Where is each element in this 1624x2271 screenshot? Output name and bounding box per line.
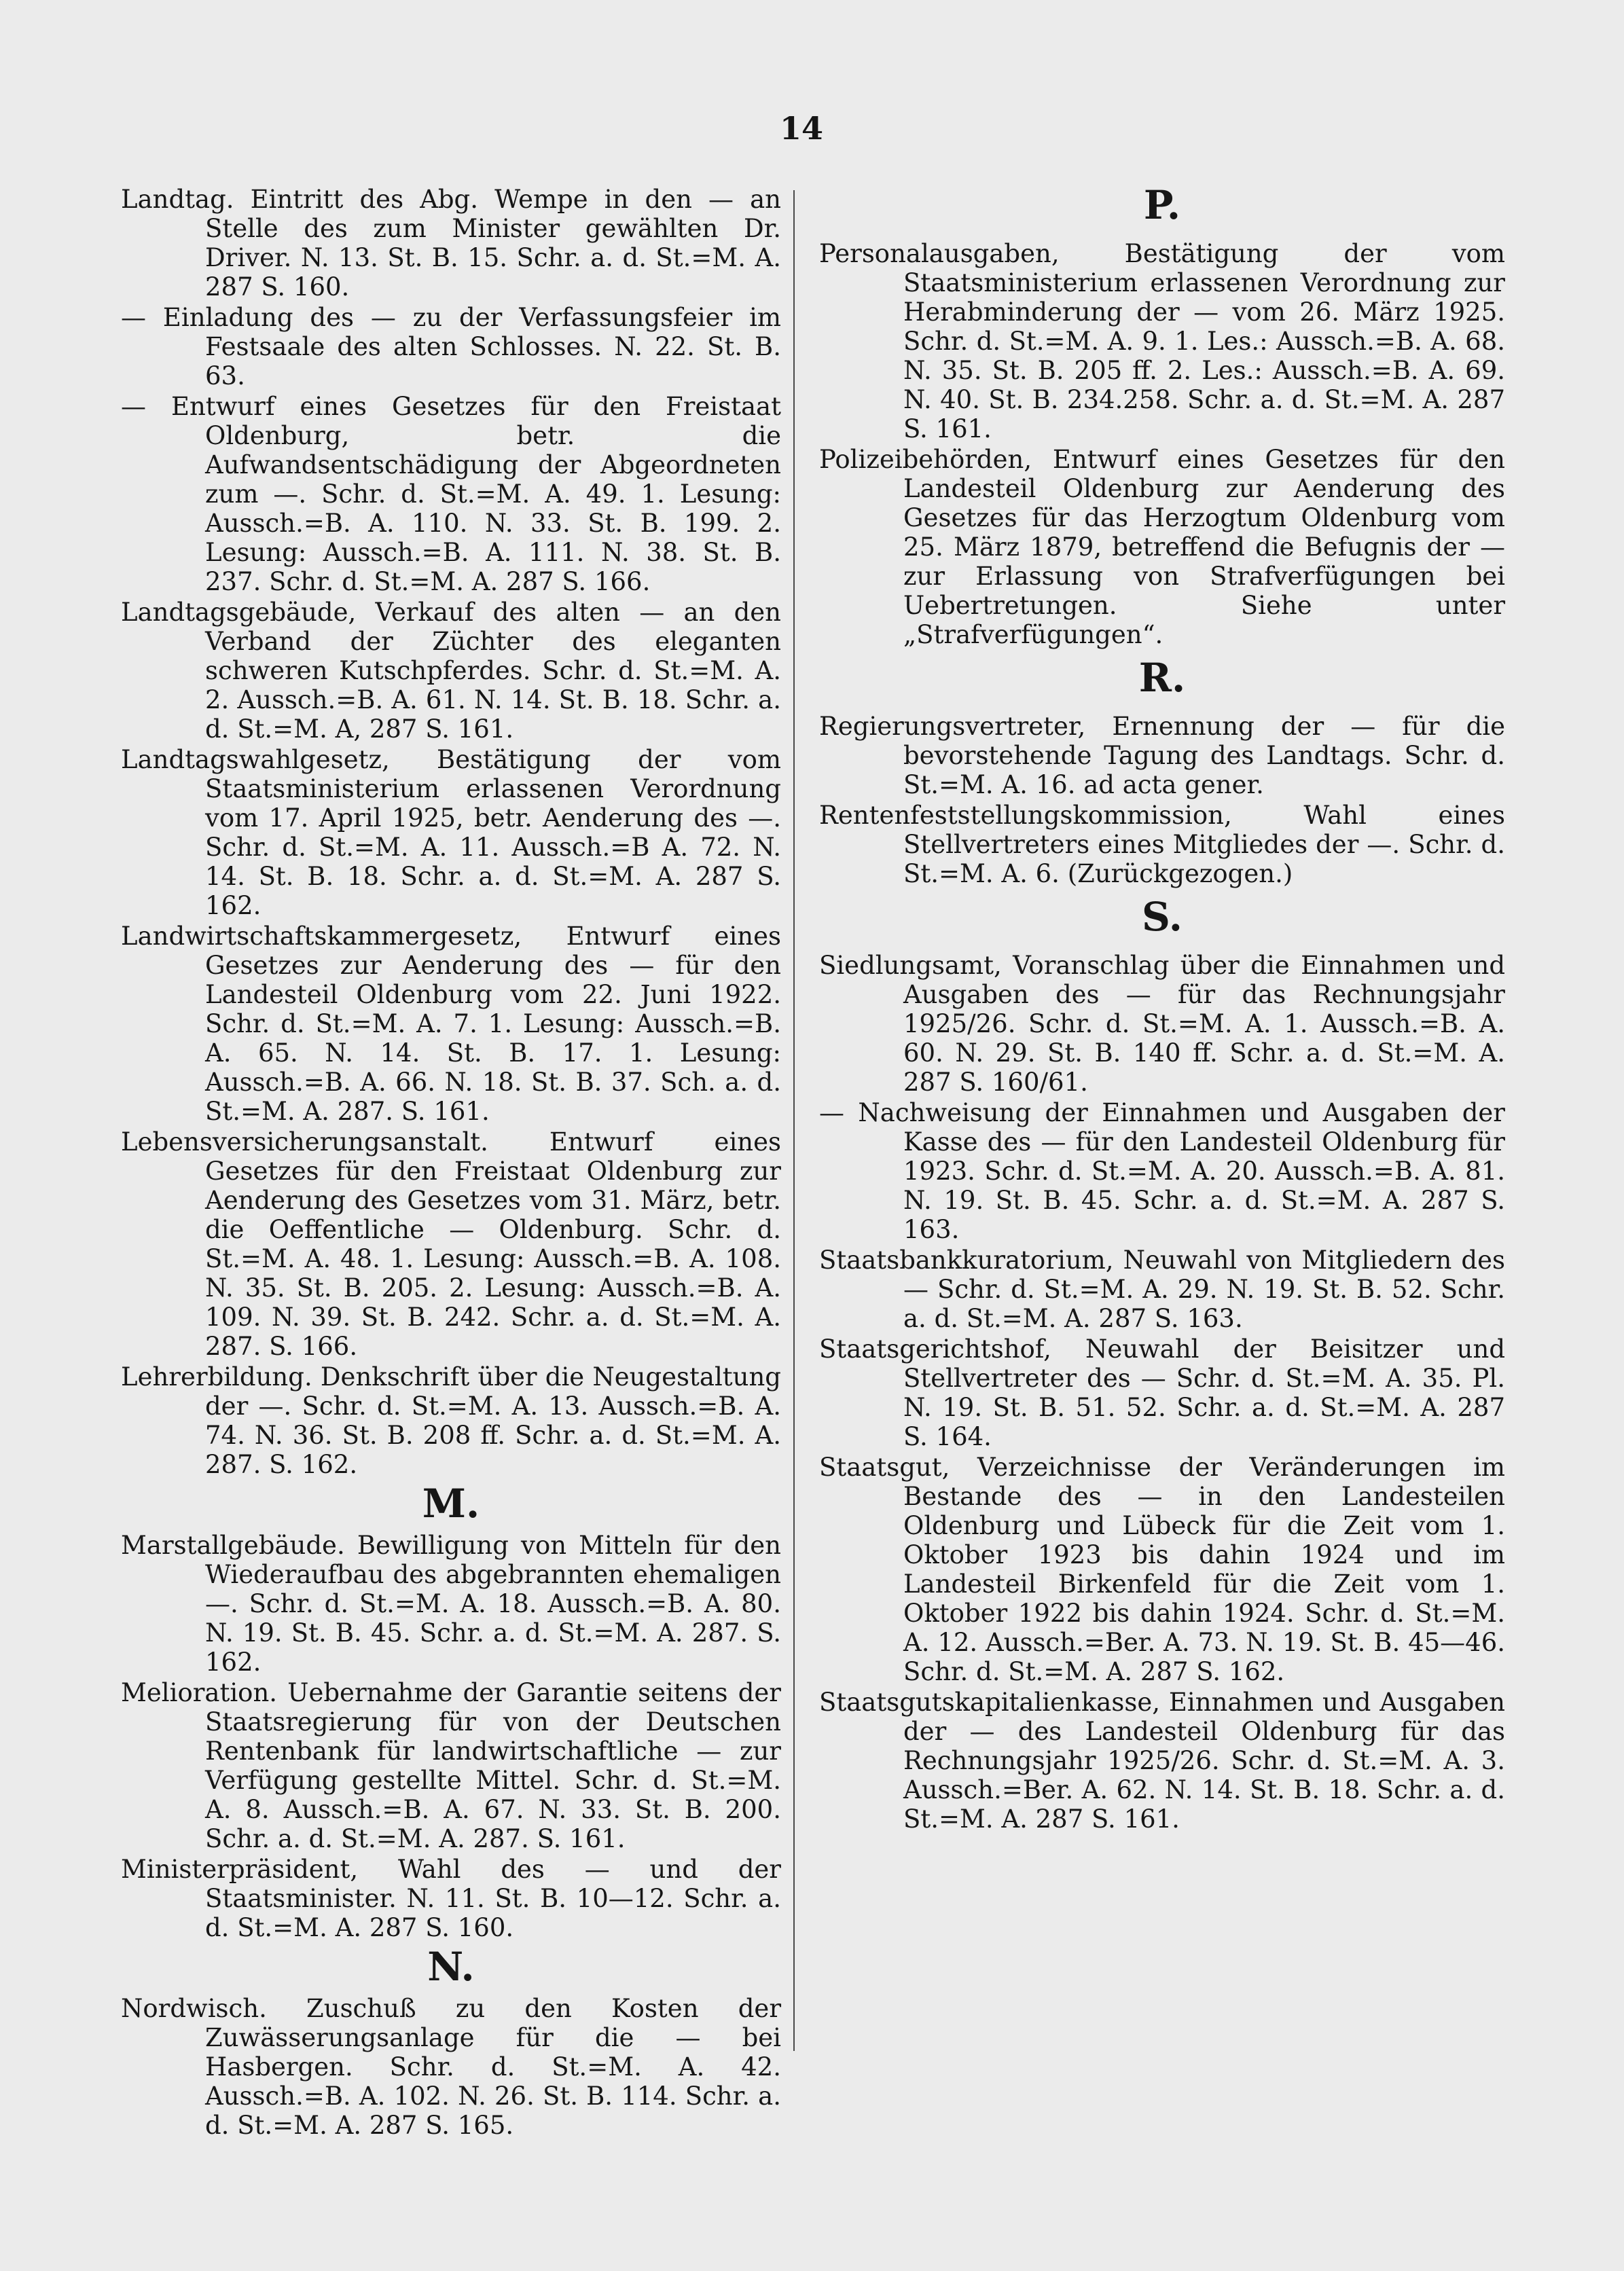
index-entry: Marstallgebäude. Bewilligung von Mitteln für den Wiederaufbau des abgebrannten ehemaligen —. Schr. d. St.=M. A. 18. Aussch.=B. A. 80. N. 19. St. B. 45. Schr. a. d. St.=M. A. 287. S. 162.	[121, 1531, 781, 1677]
index-entry: Personalausgaben, Bestätigung der vom Staatsministerium erlassenen Verordnung zur Herabminderung der — vom 26. März 1925. Schr. d. St.=M. A. 9. 1. Les.: Aussch.=B. A. 68. N. 35. St. B. 205 ff. 2. Les.: Aussch.=B. A. 69. N. 40. St. B. 234.258. Schr. a. d. St.=M. A. 287 S. 161.	[819, 239, 1505, 443]
index-entry: Staatsgutskapitalienkasse, Einnahmen und Ausgaben der — des Landesteil Oldenburg für das Rechnungsjahr 1925/26. Schr. d. St.=M. A. 3. Aussch.=Ber. A. 62. N. 14. St. B. 18. Schr. a. d. St.=M. A. 287 S. 161.	[819, 1688, 1505, 1834]
index-entry: Staatsgut, Verzeichnisse der Veränderungen im Bestande des — in den Landesteilen Oldenburg und Lübeck für die Zeit vom 1. Oktober 1923 bis dahin 1924 und im Landesteil Birkenfeld für die Zeit vom 1. Oktober 1922 bis dahin 1924. Schr. d. St.=M. A. 12. Aussch.=Ber. A. 73. N. 19. St. B. 45—46. Schr. d. St.=M. A. 287 S. 162.	[819, 1453, 1505, 1686]
index-entry: — Entwurf eines Gesetzes für den Freistaat Oldenburg, betr. die Aufwandsentschädigung der Abgeordneten zum —. Schr. d. St.=M. A. 49. 1. Lesung: Aussch.=B. A. 110. N. 33. St. B. 199. 2. Lesung: Aussch.=B. A. 111. N. 38. St. B. 237. Schr. d. St.=M. A. 287 S. 166.	[121, 392, 781, 596]
index-entry: Siedlungsamt, Voranschlag über die Einnahmen und Ausgaben des — für das Rechnungsjahr 1925/26. Schr. d. St.=M. A. 1. Aussch.=B. A. 60. N. 29. St. B. 140 ff. Schr. a. d. St.=M. A. 287 S. 160/61.	[819, 951, 1505, 1097]
index-entry: Landwirtschaftskammergesetz, Entwurf eines Gesetzes zur Aenderung des — für den Landesteil Oldenburg vom 22. Juni 1922. Schr. d. St.=M. A. 7. 1. Lesung: Aussch.=B. A. 65. N. 14. St. B. 17. 1. Lesung: Aussch.=B. A. 66. N. 18. St. B. 37. Sch. a. d. St.=M. A. 287. S. 161.	[121, 922, 781, 1126]
index-entry: — Nachweisung der Einnahmen und Ausgaben der Kasse des — für den Landesteil Oldenburg für 1923. Schr. d. St.=M. A. 20. Aussch.=B. A. 81. N. 19. St. B. 45. Schr. a. d. St.=M. A. 287 S. 163.	[819, 1098, 1505, 1244]
index-entry: Landtagsgebäude, Verkauf des alten — an den Verband der Züchter des eleganten schweren Kutschpferdes. Schr. d. St.=M. A. 2. Aussch.=B. A. 61. N. 14. St. B. 18. Schr. a. d. St.=M. A, 287 S. 161.	[121, 598, 781, 744]
section-heading-r: R.	[1138, 655, 1186, 701]
index-entry: Regierungsvertreter, Ernennung der — für die bevorstehende Tagung des Landtags. Schr. d. St.=M. A. 16. ad acta gener.	[819, 712, 1505, 799]
page-number: 14	[779, 110, 823, 147]
index-entry: Nordwisch. Zuschuß zu den Kosten der Zuwässerungsanlage für die — bei Hasbergen. Schr. d. St.=M. A. 42. Aussch.=B. A. 102. N. 26. St. B. 114. Schr. a. d. St.=M. A. 287 S. 165.	[121, 1994, 781, 2140]
index-entry: Polizeibehörden, Entwurf eines Gesetzes für den Landesteil Oldenburg zur Aenderung des Gesetzes für das Herzogtum Oldenburg vom 25. März 1879, betreffend die Befugnis der — zur Erlassung von Strafverfügungen bei Uebertretungen. Siehe unter „Strafverfügungen“.	[819, 445, 1505, 649]
index-entry: — Einladung des — zu der Verfassungsfeier im Festsaale des alten Schlosses. N. 22. St. B. 63.	[121, 303, 781, 390]
index-entry: Landtagswahlgesetz, Bestätigung der vom Staatsministerium erlassenen Verordnung vom 17. April 1925, betr. Aenderung des —. Schr. d. St.=M. A. 11. Aussch.=B A. 72. N. 14. St. B. 18. Schr. a. d. St.=M. A. 287 S. 162.	[121, 745, 781, 920]
section-heading-s: S.	[1141, 894, 1183, 940]
section-heading-m: M.	[422, 1480, 480, 1527]
index-entry: Landtag. Eintritt des Abg. Wempe in den — an Stelle des zum Minister gewählten Dr. Driver. N. 13. St. B. 15. Schr. a. d. St.=M. A. 287 S. 160.	[121, 185, 781, 302]
index-entry: Melioration. Uebernahme der Garantie seitens der Staatsregierung für von der Deutschen Rentenbank für landwirtschaftliche — zur Verfügung gestellte Mittel. Schr. d. St.=M. A. 8. Aussch.=B. A. 67. N. 33. St. B. 200. Schr. a. d. St.=M. A. 287. S. 161.	[121, 1678, 781, 1853]
left-column	[121, 185, 781, 2141]
section-heading-p: P.	[1143, 182, 1181, 228]
right-column	[819, 182, 1505, 1835]
index-entry: Staatsgerichtshof, Neuwahl der Beisitzer und Stellvertreter des — Schr. d. St.=M. A. 35. Pl. N. 19. St. B. 51. 52. Schr. a. d. St.=M. A. 287 S. 164.	[819, 1334, 1505, 1451]
index-entry: Lehrerbildung. Denkschrift über die Neugestaltung der —. Schr. d. St.=M. A. 13. Aussch.=B. A. 74. N. 36. St. B. 208 ff. Schr. a. d. St.=M. A. 287. S. 162.	[121, 1362, 781, 1479]
section-heading-n: N.	[427, 1944, 475, 1990]
index-entry: Lebensversicherungsanstalt. Entwurf eines Gesetzes für den Freistaat Oldenburg zur Aenderung des Gesetzes vom 31. März, betr. die Oeffentliche — Oldenburg. Schr. d. St.=M. A. 48. 1. Lesung: Aussch.=B. A. 108. N. 35. St. B. 205. 2. Lesung: Aussch.=B. A. 109. N. 39. St. B. 242. Schr. a. d. St.=M. A. 287. S. 166.	[121, 1127, 781, 1361]
index-entry: Staatsbankkuratorium, Neuwahl von Mitgliedern des — Schr. d. St.=M. A. 29. N. 19. St. B. 52. Schr. a. d. St.=M. A. 287 S. 163.	[819, 1246, 1505, 1333]
column-divider	[793, 190, 795, 2051]
index-entry: Ministerpräsident, Wahl des — und der Staatsminister. N. 11. St. B. 10—12. Schr. a. d. St.=M. A. 287 S. 160.	[121, 1855, 781, 1942]
index-entry: Rentenfeststellungskommission, Wahl eines Stellvertreters eines Mitgliedes der —. Schr. d. St.=M. A. 6. (Zurückgezogen.)	[819, 801, 1505, 888]
